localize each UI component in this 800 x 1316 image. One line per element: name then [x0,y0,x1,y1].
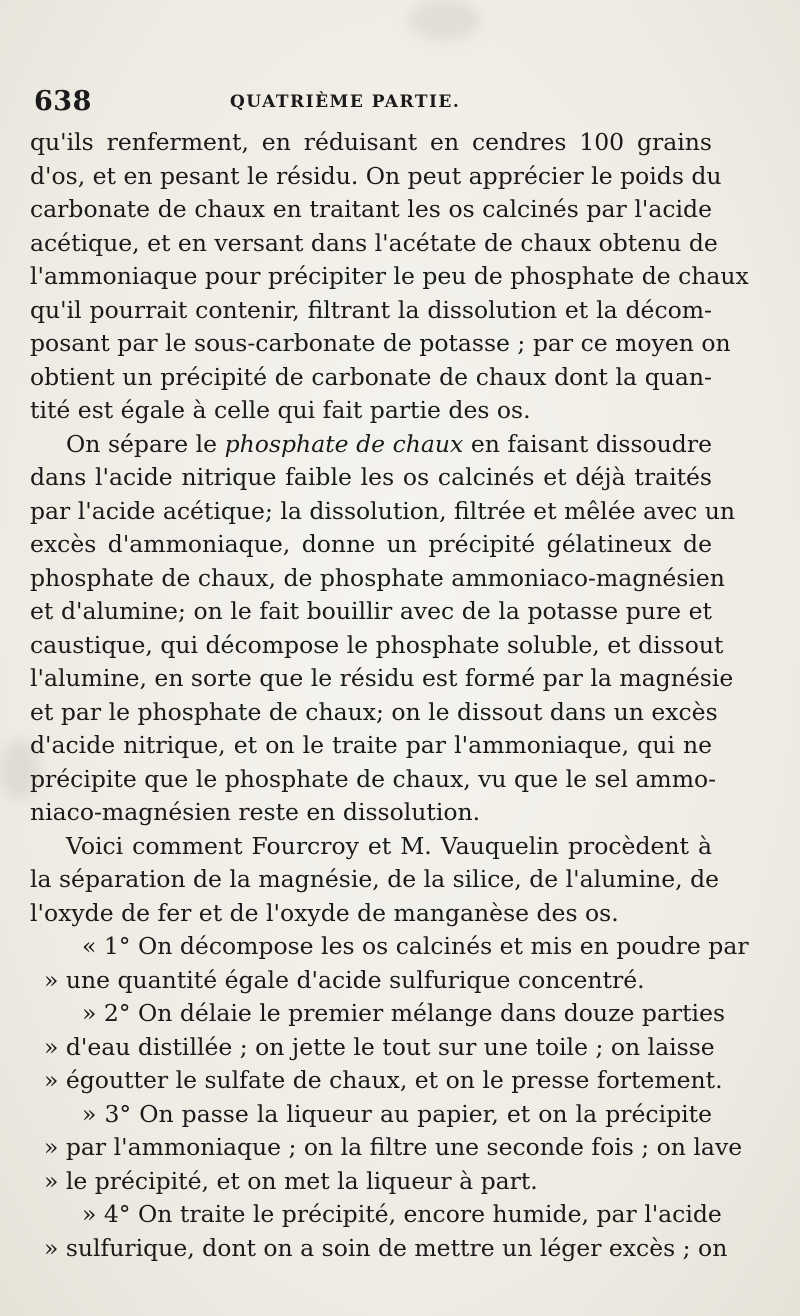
text-line: obtient un précipité de carbonate de chaux dont la quan- [30,362,712,391]
text-line: et d'alumine; on le fait bouillir avec de la potasse pure et [30,597,712,625]
text-line: » sulfurique, dont on a soin de mettre un léger excès ; on [44,1233,728,1262]
text-segment: en faisant dissoudre [463,429,712,458]
text-line [30,428,712,462]
body-text [30,126,749,1265]
text-line: tité est égale à celle qui fait partie des os. [30,396,531,424]
text-segment: On sépare le [66,429,225,458]
text-line: la séparation de la magnésie, de la silice, de l'alumine, de [30,865,720,893]
text-line: caustique, qui décompose le phosphate soluble, et dissout [30,630,724,659]
text-line: et par le phosphate de chaux; on le dissout dans un excès [30,697,718,726]
text-line: phosphate de chaux, de phosphate ammoniaco-magnésien [30,563,725,592]
paper-stain [410,0,480,40]
text-line: » le précipité, et on met la liqueur à part. [44,1166,538,1195]
text-line: Voici comment Fourcroy et M. Vauquelin procèdent à [66,831,712,860]
text-line: » 2° On délaie le premier mélange dans douze parties [82,999,726,1027]
italic-term: phosphate de chaux [224,429,464,458]
text-line: d'os, et en pesant le résidu. On peut apprécier le poids du [30,161,722,190]
page-header [34,86,734,116]
text-line: précipite que le phosphate de chaux, vu que le sel ammo- [30,764,717,793]
text-line: niaco-magnésien reste en dissolution. [30,798,481,826]
page-number: 638 [34,86,92,117]
text-line: qu'ils renferment, en réduisant en cendres 100 grains [30,128,712,156]
text-line: dans l'acide nitrique faible les os calcinés et déjà traités [30,463,712,491]
text-line: d'acide nitrique, et on le traite par l'ammoniaque, qui ne [30,731,712,759]
text-line: » 4° On traite le précipité, encore humide, par l'acide [82,1200,722,1228]
text-line: » par l'ammoniaque ; on la filtre une seconde fois ; on lave [44,1133,743,1161]
text-line: « 1° On décompose les os calcinés et mis en poudre par [82,932,749,960]
text-line: » d'eau distillée ; on jette le tout sur une toile ; on laisse [44,1032,715,1061]
text-line: » égoutter le sulfate de chaux, et on le presse fortement. [44,1066,723,1094]
text-line: acétique, et en versant dans l'acétate de chaux obtenu de [30,228,718,257]
text-line: » 3° On passe la liqueur au papier, et on la précipite [82,1099,712,1128]
text-line: l'ammoniaque pour précipiter le peu de phosphate de chaux [30,262,749,290]
text-line: excès d'ammoniaque, donne un précipité gélatineux de [30,530,712,558]
text-line: qu'il pourrait contenir, filtrant la dissolution et la décom- [30,295,712,324]
text-line: carbonate de chaux en traitant les os calcinés par l'acide [30,195,712,223]
text-line: posant par le sous-carbonate de potasse ; par ce moyen on [30,329,731,357]
text-line: l'alumine, en sorte que le résidu est formé par la magnésie [30,664,734,692]
running-head: QUATRIÈME PARTIE. [230,92,461,112]
text-line: par l'acide acétique; la dissolution, filtrée et mêlée avec un [30,496,736,525]
text-line: l'oxyde de fer et de l'oxyde de manganèse des os. [30,898,619,927]
text-line: » une quantité égale d'acide sulfurique concentré. [44,965,645,994]
